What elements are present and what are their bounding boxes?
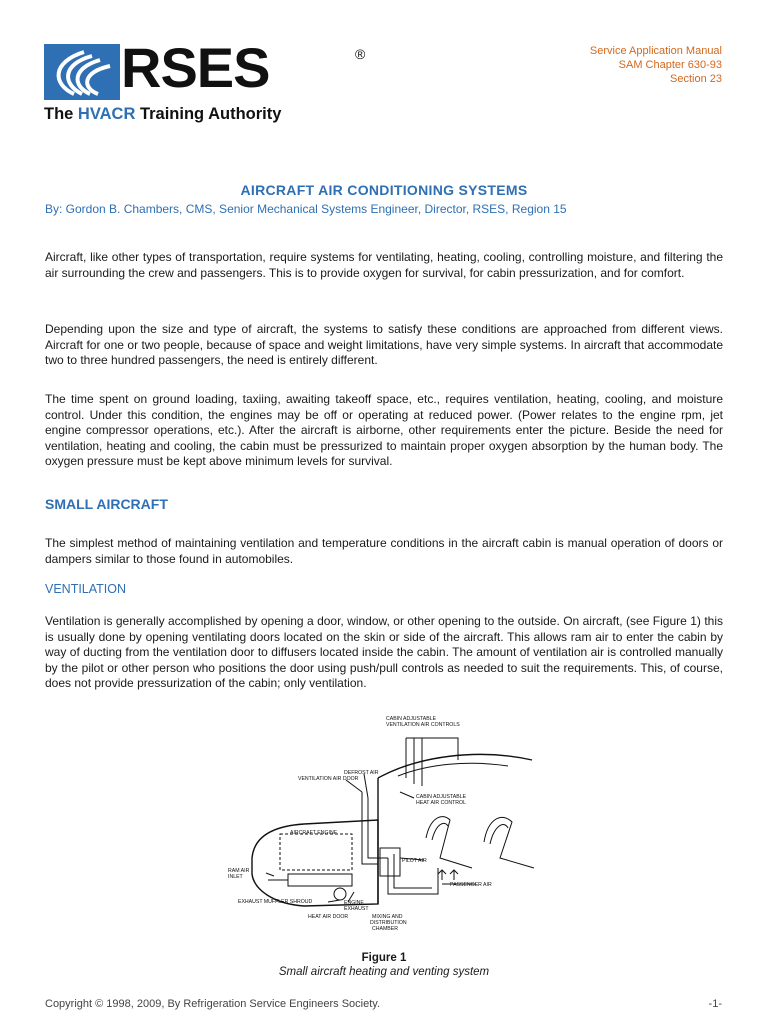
manual-title: Service Application Manual	[589, 45, 722, 57]
manual-reference	[590, 44, 722, 86]
paragraph-simplest: The simplest method of maintaining ventilation and temperature conditions in the aircraft cabin is manual operation of doors or dampers similar to those found in automobiles.	[45, 536, 723, 566]
label-exhaust-muffler-shroud: EXHAUST MUFFLER SHROUD	[238, 899, 313, 905]
label-heat-control-1: CABIN ADJUSTABLE	[416, 794, 467, 800]
label-passenger-air: PASSENGER AIR	[450, 882, 492, 888]
section-heading: SMALL AIRCRAFT	[45, 496, 168, 512]
label-engine-exhaust-1: ENGINE	[344, 900, 364, 906]
tagline-rest: Training Authority	[135, 105, 282, 123]
label-cabin-controls-1: CABIN ADJUSTABLE	[386, 716, 437, 722]
label-mixing-1: MIXING AND	[372, 914, 403, 920]
label-engine-exhaust-2: EXHAUST	[344, 906, 369, 912]
paragraph-intro: Aircraft, like other types of transportation, require systems for ventilating, heating, cooling, controlling moisture, and filtering the air surrounding the crew and passengers. This is to provide oxygen for survival, for cabin pressurization, and for comfort.	[45, 250, 723, 280]
subsection-heading: VENTILATION	[45, 582, 127, 596]
label-heat-control-2: HEAT AIR CONTROL	[416, 800, 466, 806]
registered-mark: ®	[355, 46, 366, 62]
paragraph-ground: The time spent on ground loading, taxiing, awaiting takeoff space, etc., requires ventilation, heating, cooling, and moisture control. Under this condition, the engines may be off or operating at reduced power. (Power relates to the engine rpm, jet engine compressor operations, etc.). After the aircraft is airborne, other requirements enter the picture. Beside the need for ventilation, heating and cooling, the cabin must be pressurized to maintain proper oxygen absorption by the human body. The oxygen pressure must be kept above minimum levels for survival.	[45, 392, 723, 468]
byline: By: Gordon B. Chambers, CMS, Senior Mechanical Systems Engineer, Director, RSES, Region 15	[45, 202, 567, 216]
label-defrost-air: DEFROST AIR	[344, 770, 379, 776]
tagline-the: The	[44, 105, 78, 123]
label-mixing-2: DISTRIBUTION	[370, 920, 407, 926]
label-ram-air-1: RAM AIR	[228, 868, 250, 874]
label-cabin-controls-2: VENTILATION AIR CONTROLS	[386, 722, 460, 728]
document-title: AIRCRAFT AIR CONDITIONING SYSTEMS	[240, 182, 528, 198]
label-ventilation-air-door: VENTILATION AIR DOOR	[298, 776, 359, 782]
rses-logo	[44, 36, 366, 124]
manual-section: Section 23	[670, 73, 722, 85]
figure-caption: Figure 1	[361, 952, 407, 964]
tagline-hvacr: HVACR	[77, 105, 136, 123]
label-ram-air-2: INLET	[228, 874, 243, 880]
aircraft-ventilation-diagram	[228, 708, 552, 946]
label-mixing-3: CHAMBER	[372, 926, 398, 932]
label-aircraft-engine: AIRCRAFT ENGINE	[290, 830, 338, 836]
figure-subcaption: Small aircraft heating and venting system	[278, 966, 490, 978]
page-number: -1-	[708, 998, 722, 1010]
logo-tagline	[44, 105, 281, 124]
logo-wordmark: RSES	[121, 36, 270, 99]
manual-chapter: SAM Chapter 630-93	[618, 59, 722, 71]
swoosh-logo-icon	[44, 44, 120, 100]
label-pilot-air: PILOT AIR	[402, 858, 427, 864]
copyright-notice: Copyright © 1998, 2009, By Refrigeration Service Engineers Society.	[45, 998, 381, 1010]
paragraph-ventilation: Ventilation is generally accomplished by opening a door, window, or other opening to the outside. On aircraft, (see Figure 1) this is usually done by opening ventilating doors located on the skin or side of the aircraft. This allows ram air to enter the cabin by way of ducting from the ventilation door to diffusers located inside the cabin. The amount of ventilation air is controlled manually by the pilot or other person who positions the door using push/pull controls as needed to suit the requirements. This, of course, does not provide pressurization of the cabin; only ventilation.	[45, 614, 723, 690]
paragraph-size: Depending upon the size and type of aircraft, the systems to satisfy these conditions are approached from different views. Aircraft for one or two people, because of space and weight limitations, have very simple systems. In aircraft that accommodate two to three hundred passengers, the need is entirely different.	[45, 322, 723, 367]
label-heat-air-door: HEAT AIR DOOR	[308, 914, 349, 920]
